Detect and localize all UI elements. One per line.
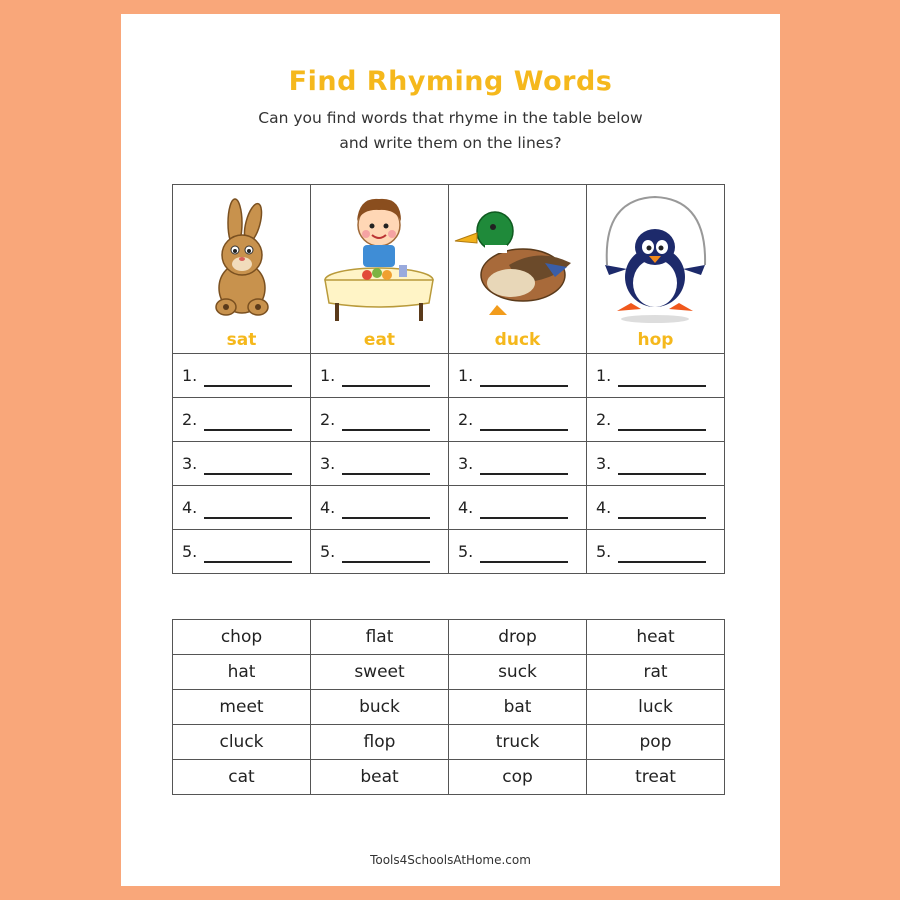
rhyme-table [172,184,725,574]
word-bank-cell: rat [587,655,725,690]
answer-blank[interactable] [480,385,568,387]
line-number: 3. [596,454,612,473]
answer-blank[interactable] [480,561,568,563]
answer-cell[interactable] [173,530,311,574]
line-number: 1. [320,366,336,385]
line-number: 1. [458,366,474,385]
word-bank-cell: beat [311,760,449,795]
word-bank-cell: flat [311,620,449,655]
word-bank-row [173,690,725,725]
answer-blank[interactable] [342,473,430,475]
line-number: 5. [458,542,474,561]
answer-row-1 [173,354,725,398]
answer-blank[interactable] [342,517,430,519]
answer-blank[interactable] [618,429,706,431]
line-number: 2. [320,410,336,429]
word-bank-cell: buck [311,690,449,725]
line-number: 2. [458,410,474,429]
answer-cell[interactable] [311,354,449,398]
word-bank-cell: chop [173,620,311,655]
line-number: 4. [596,498,612,517]
page-title: Find Rhyming Words [288,66,613,97]
instructions-line-1: Can you find words that rhyme in the table below [258,109,643,127]
word-bank-cell: cluck [173,725,311,760]
answer-cell[interactable] [449,354,587,398]
line-number: 1. [596,366,612,385]
line-number: 3. [320,454,336,473]
instructions [121,106,780,156]
line-number: 2. [596,410,612,429]
answer-blank[interactable] [618,385,706,387]
line-number: 5. [596,542,612,561]
answer-blank[interactable] [618,517,706,519]
answer-row-5 [173,530,725,574]
column-word-eat: eat [363,330,396,350]
duck-icon [449,185,586,325]
answer-cell[interactable] [587,442,725,486]
answer-blank[interactable] [204,517,292,519]
answer-blank[interactable] [618,473,706,475]
word-bank-cell: suck [449,655,587,690]
word-bank-cell: luck [587,690,725,725]
answer-row-2 [173,398,725,442]
answer-blank[interactable] [480,517,568,519]
answer-blank[interactable] [480,429,568,431]
line-number: 3. [458,454,474,473]
word-bank [172,619,725,795]
answer-row-4 [173,486,725,530]
answer-cell[interactable] [587,530,725,574]
answer-cell[interactable] [449,398,587,442]
answer-cell[interactable] [173,442,311,486]
word-bank-row [173,620,725,655]
boy-eating-icon [311,185,448,325]
answer-cell[interactable] [173,486,311,530]
word-bank-row [173,725,725,760]
answer-cell[interactable] [587,486,725,530]
word-bank-cell: pop [587,725,725,760]
answer-cell[interactable] [311,442,449,486]
picture-row [173,185,725,354]
answer-cell[interactable] [449,442,587,486]
answer-blank[interactable] [480,473,568,475]
word-bank-cell: flop [311,725,449,760]
line-number: 4. [182,498,198,517]
answer-cell[interactable] [173,398,311,442]
answer-cell[interactable] [449,486,587,530]
word-bank-cell: meet [173,690,311,725]
answer-blank[interactable] [342,561,430,563]
word-bank-cell: sweet [311,655,449,690]
line-number: 4. [458,498,474,517]
word-bank-cell: truck [449,725,587,760]
column-header-hop [587,185,725,354]
answer-blank[interactable] [204,429,292,431]
line-number: 3. [182,454,198,473]
word-bank-row [173,760,725,795]
column-word-duck: duck [494,330,541,350]
word-bank-cell: treat [587,760,725,795]
answer-row-3 [173,442,725,486]
word-bank-cell: heat [587,620,725,655]
word-bank-cell: drop [449,620,587,655]
column-word-hop: hop [637,330,674,350]
line-number: 5. [182,542,198,561]
line-number: 2. [182,410,198,429]
line-number: 5. [320,542,336,561]
answer-cell[interactable] [587,398,725,442]
answer-cell[interactable] [311,398,449,442]
answer-blank[interactable] [342,429,430,431]
answer-blank[interactable] [342,385,430,387]
column-header-duck [449,185,587,354]
column-header-eat [311,185,449,354]
word-bank-row [173,655,725,690]
line-number: 1. [182,366,198,385]
word-bank-cell: hat [173,655,311,690]
word-bank-cell: bat [449,690,587,725]
answer-cell[interactable] [311,530,449,574]
answer-cell[interactable] [173,354,311,398]
instructions-line-2: and write them on the lines? [339,134,562,152]
penguin-jumping-rope-icon [587,185,724,325]
worksheet-page [121,14,780,886]
answer-cell[interactable] [311,486,449,530]
answer-cell[interactable] [587,354,725,398]
answer-blank[interactable] [204,473,292,475]
answer-blank[interactable] [618,561,706,563]
line-number: 4. [320,498,336,517]
footer-credit: Tools4SchoolsAtHome.com [370,853,531,867]
word-bank-cell: cat [173,760,311,795]
word-bank-cell: cop [449,760,587,795]
rabbit-icon [173,185,310,325]
column-header-sat [173,185,311,354]
column-word-sat: sat [226,330,257,350]
answer-blank[interactable] [204,385,292,387]
answer-cell[interactable] [449,530,587,574]
answer-blank[interactable] [204,561,292,563]
